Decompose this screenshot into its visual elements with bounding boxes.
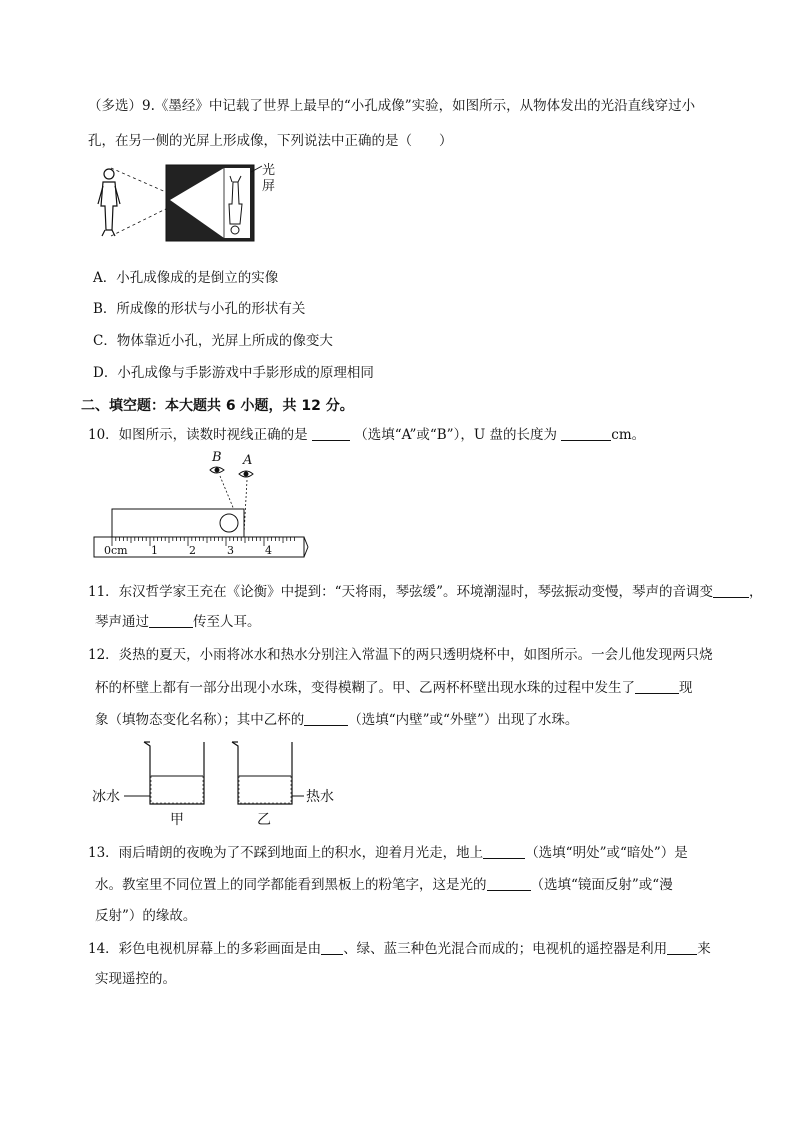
screen-label-2: 屏	[262, 179, 276, 194]
q10-blank-1[interactable]	[312, 426, 350, 441]
label-ice-water: 冰水	[92, 789, 120, 805]
q12-line-3: 象（填物态变化名称）；其中乙杯的 （选填“内壁”或“外壁”）出现了水珠。	[95, 712, 579, 728]
q11-line-2: 琴声通过 传至人耳。	[95, 614, 261, 630]
q11-line-1: 11．东汉哲学家王充在《论衡》中提到：“天将雨，琴弦缓”。环境潮湿时，琴弦振动变慢，琴声的音调变 ，	[88, 584, 763, 600]
beakers-figure	[92, 738, 362, 828]
q12-line-2: 杯的杯壁上都有一部分出现小水珠，变得模糊了。甲、乙两杯杯壁出现水珠的过程中发生了 现	[95, 680, 693, 696]
ruler-label-4: 4	[265, 544, 272, 557]
label-b: B	[212, 450, 222, 465]
label-jia: 甲	[170, 812, 184, 828]
eye-b-icon	[210, 467, 224, 473]
ruler-label-3: 3	[227, 544, 234, 557]
q13-blank-2[interactable]	[487, 876, 531, 891]
label-hot-water: 热水	[306, 789, 334, 805]
q9-line-1: （多选）9.《墨经》中记载了世界上最早的“小孔成像”实验，如图所示，从物体发出的光沿直线穿过小	[88, 98, 696, 114]
q13-line-1: 13．雨后晴朗的夜晚为了不踩到地面上的积水，迎着月光走，地上 （选填“明处”或“暗处”）是	[88, 845, 688, 861]
q13-line-2: 水。教室里不同位置上的同学都能看到黑板上的粉笔字，这是光的 （选填“镜面反射”或“漫	[95, 877, 673, 893]
ruler-label-1: 1	[151, 544, 158, 557]
q9-option-d: D．小孔成像与手影游戏中手影形成的原理相同	[93, 365, 374, 381]
q14-blank-1[interactable]	[321, 940, 343, 955]
section-heading: 二、填空题：本大题共 6 小题，共 12 分。	[81, 398, 354, 414]
label-a: A	[243, 453, 253, 468]
label-yi: 乙	[257, 812, 271, 828]
q10-line: 10．如图所示，读数时视线正确的是 （选填“A”或“B”），U 盘的长度为 cm。	[88, 427, 646, 443]
q13-line-3: 反射”）的缘故。	[95, 908, 197, 924]
ruler-figure	[92, 448, 312, 558]
q12-line-1: 12．炎热的夏天，小雨将冰水和热水分别注入常温下的两只透明烧杯中，如图所示。一会儿他发现两只烧	[88, 647, 713, 663]
q9-line-2: 孔，在另一侧的光屏上形成像，下列说法中正确的是（ ）	[88, 133, 453, 149]
q10-blank-2[interactable]	[561, 426, 611, 441]
q14-line-2: 实现遥控的。	[95, 971, 176, 987]
q12-blank-1[interactable]	[635, 679, 679, 694]
pinhole-camera-figure	[94, 160, 294, 245]
q11-blank-1[interactable]	[713, 583, 749, 598]
object-person-figure	[98, 169, 120, 236]
q13-blank-1[interactable]	[483, 844, 525, 859]
screen-label-1: 光	[262, 163, 276, 178]
q14-blank-2[interactable]	[667, 940, 697, 955]
eye-a-icon	[239, 471, 253, 477]
q9-option-a: A．小孔成像成的是倒立的实像	[93, 270, 279, 286]
ruler-label-0: 0cm	[104, 544, 128, 557]
q9-option-b: B．所成像的形状与小孔的形状有关	[93, 301, 306, 317]
q9-option-c: C．物体靠近小孔，光屏上所成的像变大	[93, 333, 333, 349]
q12-blank-2[interactable]	[304, 711, 348, 726]
q14-line-1: 14．彩色电视机屏幕上的多彩画面是由 、绿、蓝三种色光混合而成的；电视机的遥控器是利用 来	[88, 941, 711, 957]
ruler-label-2: 2	[189, 544, 196, 557]
q11-blank-2[interactable]	[149, 613, 193, 628]
